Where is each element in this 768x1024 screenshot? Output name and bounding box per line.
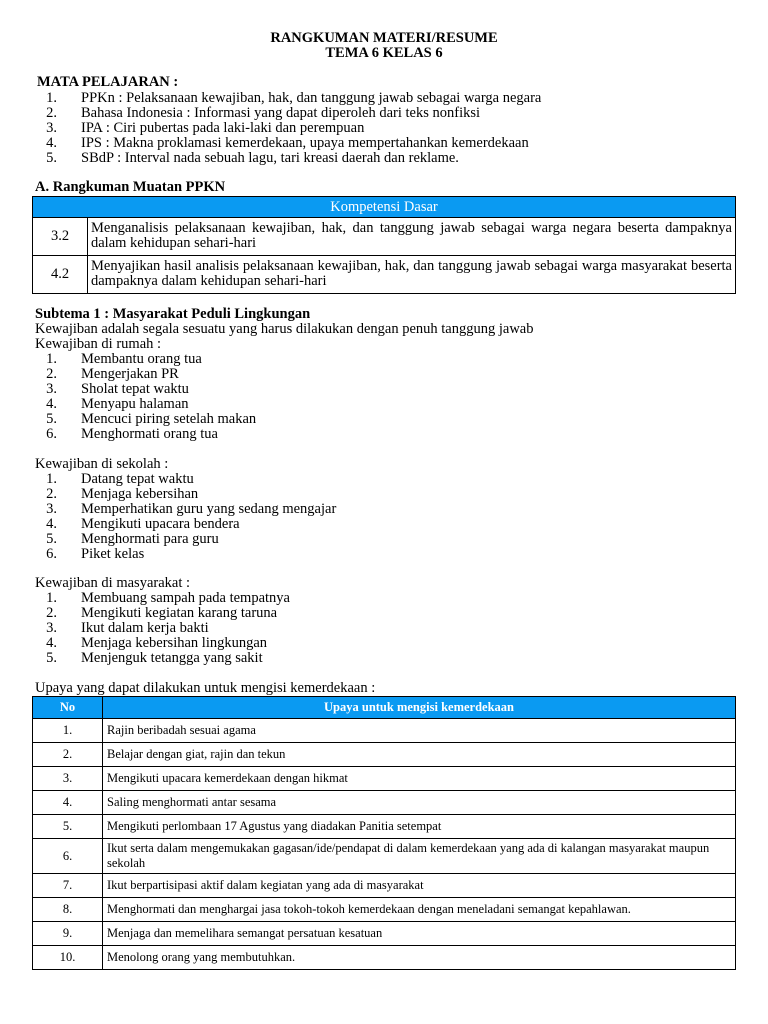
list-item: IPA : Ciri pubertas pada laki-laki dan perempuan xyxy=(81,120,365,136)
row-text: Menjaga dan memelihara semangat persatuan kesatuan xyxy=(103,922,736,946)
subtema-heading: Subtema 1 : Masyarakat Peduli Lingkungan xyxy=(35,306,311,322)
list-item: Datang tepat waktu xyxy=(81,471,194,487)
list-number: 4. xyxy=(46,516,57,532)
list-number: 1. xyxy=(46,351,57,367)
table-row xyxy=(33,874,736,898)
row-text: Mengikuti upacara kemerdekaan dengan hikmat xyxy=(103,767,736,791)
list-number: 2. xyxy=(46,486,57,502)
table-row xyxy=(33,815,736,839)
list-item: Ikut dalam kerja bakti xyxy=(81,620,209,636)
table-row xyxy=(33,898,736,922)
masyarakat-label: Kewajiban di masyarakat : xyxy=(35,575,191,591)
list-number: 3. xyxy=(46,501,57,517)
row-number: 5. xyxy=(33,815,103,839)
sekolah-label: Kewajiban di sekolah : xyxy=(35,456,169,472)
list-item: Menjenguk tetangga yang sakit xyxy=(81,650,263,666)
list-item: Menghormati orang tua xyxy=(81,426,218,442)
kd-table-header: Kompetensi Dasar xyxy=(33,197,736,218)
list-number: 5. xyxy=(46,150,57,166)
list-number: 6. xyxy=(46,426,57,442)
row-number: 7. xyxy=(33,874,103,898)
list-number: 3. xyxy=(46,120,57,136)
upaya-table xyxy=(32,696,736,970)
list-item: PPKn : Pelaksanaan kewajiban, hak, dan tanggung jawab sebagai warga negara xyxy=(81,90,542,106)
table-row xyxy=(33,946,736,970)
list-item: Menjaga kebersihan xyxy=(81,486,199,502)
list-item: Mengikuti kegiatan karang taruna xyxy=(81,605,278,621)
mapel-heading: MATA PELAJARAN : xyxy=(37,74,179,90)
list-number: 5. xyxy=(46,531,57,547)
list-number: 2. xyxy=(46,366,57,382)
list-number: 5. xyxy=(46,411,57,427)
list-item: Bahasa Indonesia : Informasi yang dapat diperoleh dari teks nonfiksi xyxy=(81,105,481,121)
table-row xyxy=(33,839,736,874)
list-number: 3. xyxy=(46,620,57,636)
list-item: Memperhatikan guru yang sedang mengajar xyxy=(81,501,337,517)
row-number: 10. xyxy=(33,946,103,970)
row-text: Rajin beribadah sesuai agama xyxy=(103,719,736,743)
row-text: Belajar dengan giat, rajin dan tekun xyxy=(103,743,736,767)
row-text: Ikut serta dalam mengemukakan gagasan/ide/pendapat di dalam kemerdekaan yang ada di kalangan masyarakat maupun sekolah xyxy=(103,839,736,874)
list-item: IPS : Makna proklamasi kemerdekaan, upaya mempertahankan kemerdekaan xyxy=(81,135,529,151)
row-text: Ikut berpartisipasi aktif dalam kegiatan yang ada di masyarakat xyxy=(103,874,736,898)
document-title: RANGKUMAN MATERI/RESUME xyxy=(270,30,498,46)
document-subtitle: TEMA 6 KELAS 6 xyxy=(325,45,443,61)
row-text: Mengikuti perlombaan 17 Agustus yang diadakan Panitia setempat xyxy=(103,815,736,839)
list-number: 1. xyxy=(46,90,57,106)
rumah-label: Kewajiban di rumah : xyxy=(35,336,162,352)
list-item: SBdP : Interval nada sebuah lagu, tari kreasi daerah dan reklame. xyxy=(81,150,459,166)
row-text: Saling menghormati antar sesama xyxy=(103,791,736,815)
row-text: Menolong orang yang membutuhkan. xyxy=(103,946,736,970)
table-row xyxy=(33,767,736,791)
kd-number: 4.2 xyxy=(33,256,88,294)
list-item: Mengerjakan PR xyxy=(81,366,179,382)
list-item: Menyapu halaman xyxy=(81,396,189,412)
table-row xyxy=(33,791,736,815)
list-item: Membuang sampah pada tempatnya xyxy=(81,590,290,606)
kd-text: Menyajikan hasil analisis pelaksanaan kewajiban, hak, dan tanggung jawab sebagai warga masyarakat beserta dampaknya dalam kehidupan sehari-hari xyxy=(88,256,736,294)
table-row xyxy=(33,922,736,946)
row-number: 8. xyxy=(33,898,103,922)
list-number: 1. xyxy=(46,471,57,487)
row-number: 6. xyxy=(33,839,103,874)
row-number: 1. xyxy=(33,719,103,743)
kompetensi-dasar-table xyxy=(32,196,736,294)
list-number: 4. xyxy=(46,396,57,412)
row-text: Menghormati dan menghargai jasa tokoh-tokoh kemerdekaan dengan meneladani semangat kepahlawan. xyxy=(103,898,736,922)
list-item: Mengikuti upacara bendera xyxy=(81,516,240,532)
section-a-heading: A. Rangkuman Muatan PPKN xyxy=(35,179,226,195)
list-number: 4. xyxy=(46,135,57,151)
table-row xyxy=(33,256,736,294)
list-number: 2. xyxy=(46,605,57,621)
kd-number: 3.2 xyxy=(33,218,88,256)
kewajiban-definition: Kewajiban adalah segala sesuatu yang harus dilakukan dengan penuh tanggung jawab xyxy=(35,321,534,337)
list-number: 5. xyxy=(46,650,57,666)
list-item: Piket kelas xyxy=(81,546,145,562)
kd-text: Menganalisis pelaksanaan kewajiban, hak, dan tanggung jawab sebagai warga negara beserta dampaknya dalam kehidupan sehari-hari xyxy=(88,218,736,256)
list-item: Menghormati para guru xyxy=(81,531,219,547)
upaya-intro: Upaya yang dapat dilakukan untuk mengisi kemerdekaan : xyxy=(35,680,376,696)
row-number: 4. xyxy=(33,791,103,815)
list-number: 3. xyxy=(46,381,57,397)
list-item: Mencuci piring setelah makan xyxy=(81,411,257,427)
list-item: Membantu orang tua xyxy=(81,351,202,367)
list-number: 6. xyxy=(46,546,57,562)
table-row xyxy=(33,218,736,256)
list-number: 2. xyxy=(46,105,57,121)
table-row xyxy=(33,743,736,767)
list-number: 1. xyxy=(46,590,57,606)
table-row xyxy=(33,719,736,743)
list-number: 4. xyxy=(46,635,57,651)
row-number: 9. xyxy=(33,922,103,946)
list-item: Sholat tepat waktu xyxy=(81,381,189,397)
col-no-header: No xyxy=(33,697,103,719)
list-item: Menjaga kebersihan lingkungan xyxy=(81,635,268,651)
row-number: 3. xyxy=(33,767,103,791)
col-upaya-header: Upaya untuk mengisi kemerdekaan xyxy=(103,697,736,719)
row-number: 2. xyxy=(33,743,103,767)
